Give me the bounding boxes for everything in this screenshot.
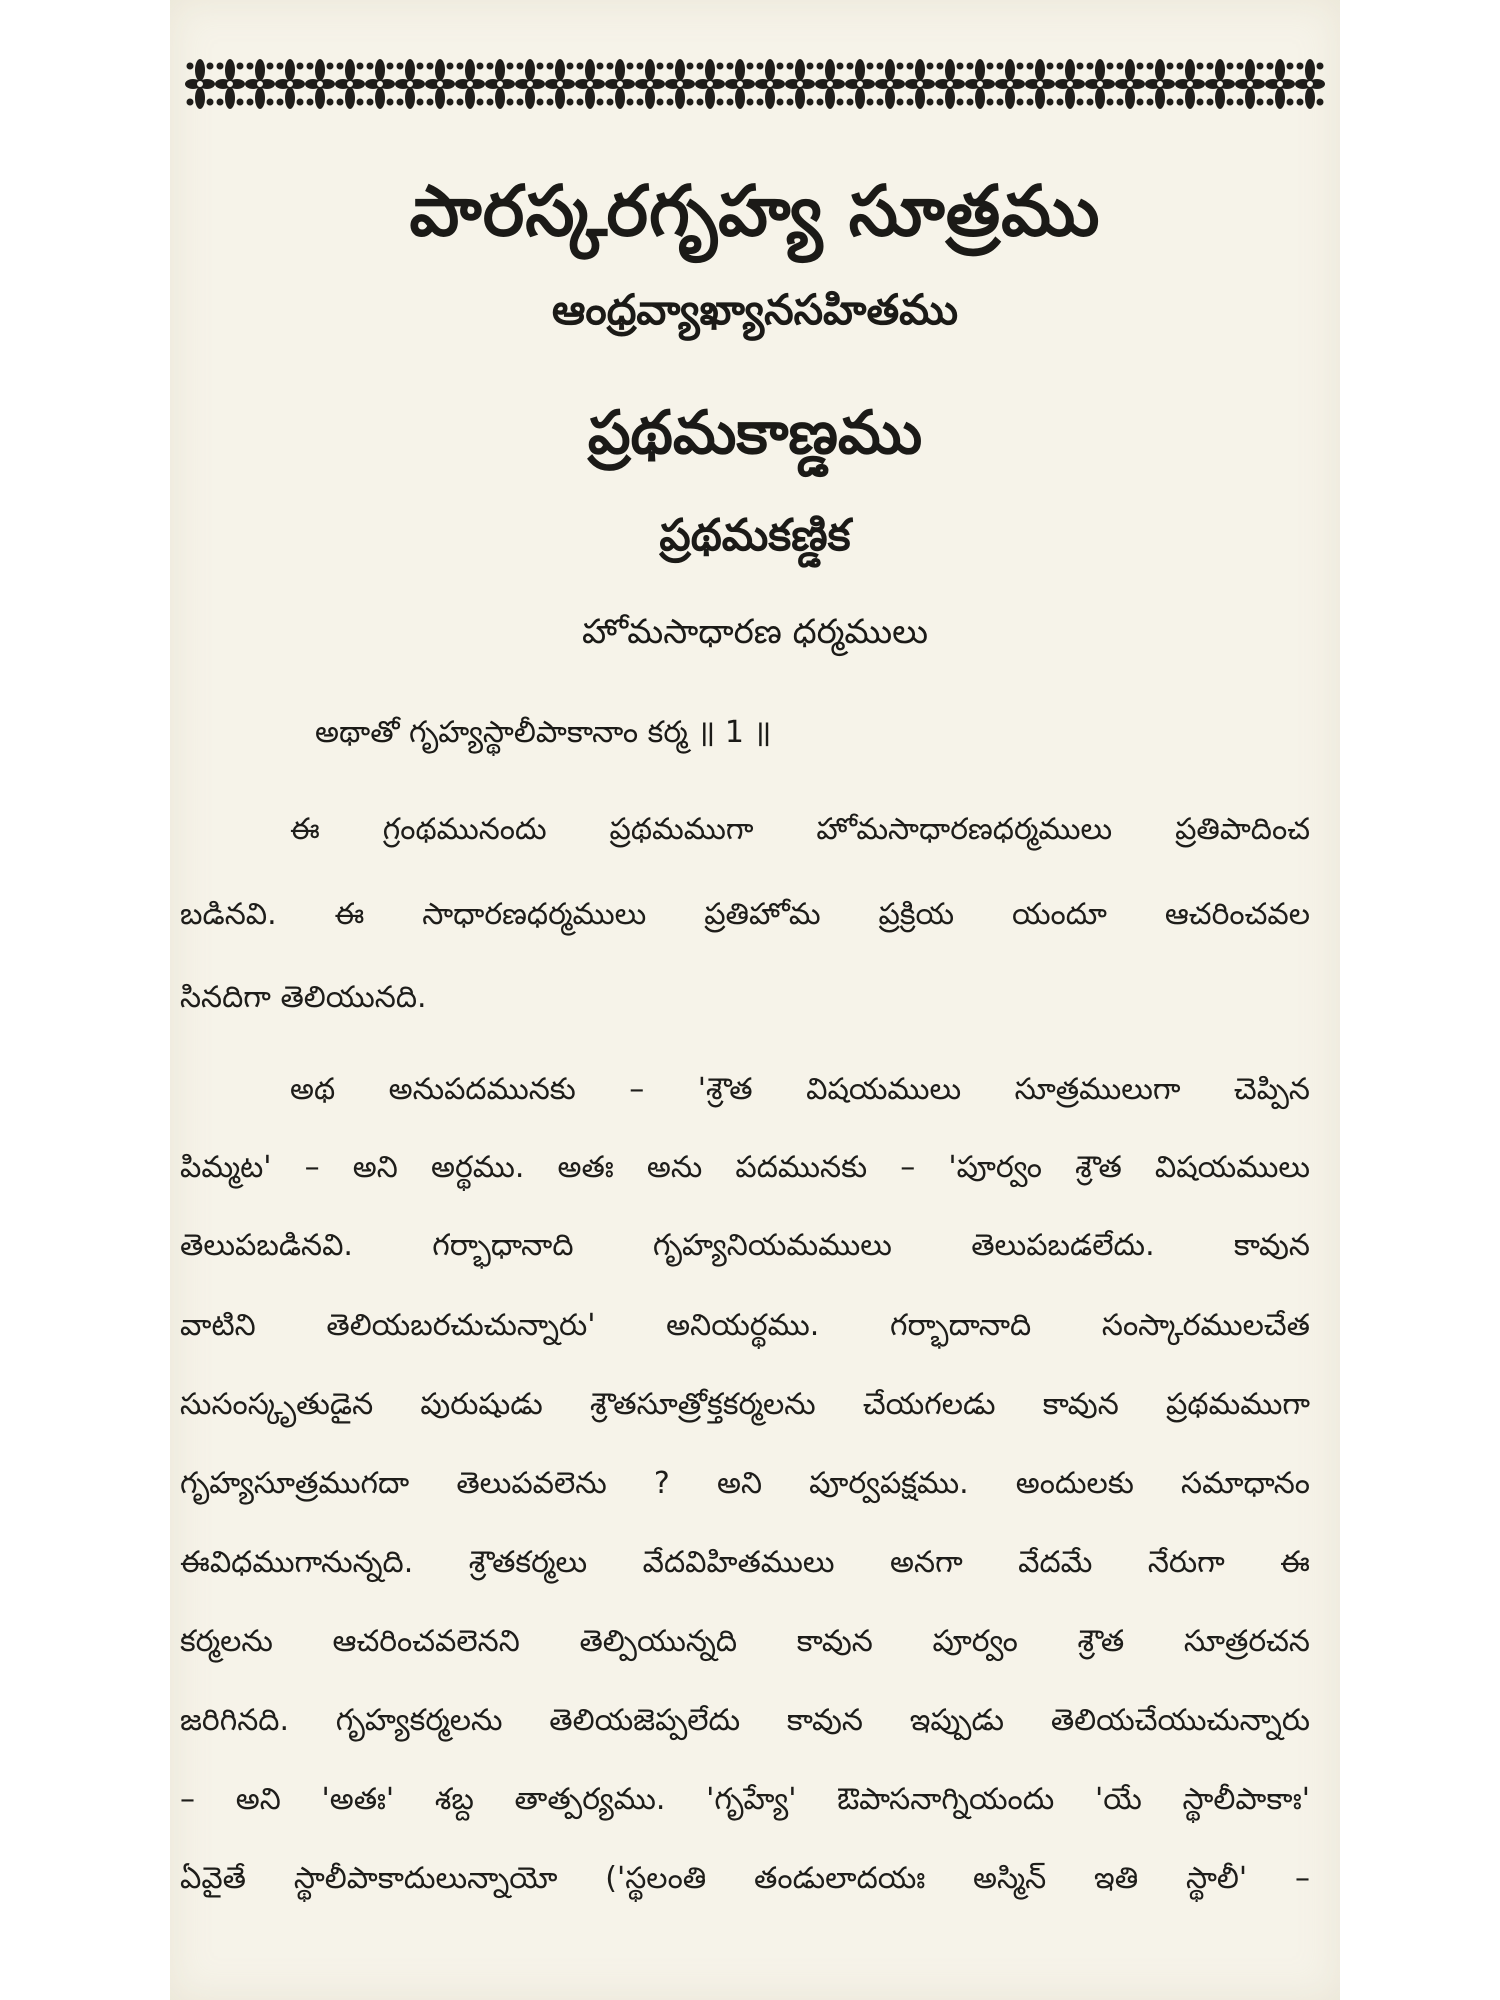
sutra-verse: అథాతో గృహ్యస్థాలీపాకానాం కర్మ ॥ 1 ॥ <box>315 715 772 750</box>
floral-motif <box>305 59 335 109</box>
floral-motif <box>425 59 455 109</box>
floral-motif <box>395 59 425 109</box>
floral-motif <box>1175 59 1205 109</box>
floral-motif <box>455 59 485 109</box>
floral-motif <box>725 59 755 109</box>
floral-motif <box>1265 59 1295 109</box>
paragraph-1-line-3: సినదిగా తెలియునది. <box>180 980 427 1015</box>
floral-motif <box>605 59 635 109</box>
floral-motif <box>635 59 665 109</box>
floral-motif <box>1055 59 1085 109</box>
floral-motif <box>215 59 245 109</box>
floral-motif <box>965 59 995 109</box>
paragraph-2-line-10: – అని 'అతః' శబ్ద తాత్పర్యము. 'గృహ్యే' ఔపాసనాగ్నియందు 'యే స్థాలీపాకాః' <box>180 1782 1310 1817</box>
floral-motif <box>185 59 215 109</box>
floral-motif <box>335 59 365 109</box>
floral-motif <box>1085 59 1115 109</box>
paragraph-2-line-3: తెలుపబడినవి. గర్భాధానాది గృహ్యనియమములు తెలుపబడలేదు. కావున <box>180 1228 1310 1263</box>
floral-motif <box>785 59 815 109</box>
paragraph-2-line-1: అథ అనుపదమునకు – 'శ్రౌత విషయములు సూత్రములుగా చెప్పిన <box>290 1072 1310 1107</box>
paragraph-2-line-11: ఏవైతే స్థాలీపాకాదులున్నాయో ('స్థలంతి తండులాదయః అస్మిన్ ఇతి స్థాలీ' – <box>180 1861 1310 1896</box>
book-page <box>170 0 1340 2000</box>
floral-motif <box>245 59 275 109</box>
floral-motif <box>1205 59 1235 109</box>
floral-motif <box>665 59 695 109</box>
floral-motif <box>575 59 605 109</box>
floral-motif <box>365 59 395 109</box>
book-title: పారస్కరగృహ్య సూత్రము <box>409 170 1101 252</box>
floral-motif <box>1115 59 1145 109</box>
paragraph-1-line-1: ఈ గ్రంథమునందు ప్రథమముగా హోమసాధారణధర్మములు ప్రతిపాదించ <box>290 812 1310 847</box>
topic-heading: హోమసాధారణ ధర్మములు <box>582 612 928 652</box>
paragraph-2-line-6: గృహ్యసూత్రముగదా తెలుపవలెను ? అని పూర్వపక్షము. అందులకు సమాధానం <box>180 1466 1310 1501</box>
kandika-heading: ప్రథమకణ్డిక <box>659 510 851 561</box>
floral-motif <box>545 59 575 109</box>
paragraph-2-line-4: వాటిని తెలియబరచుచున్నారు' అనియర్థము. గర్భాదానాది సంస్కారములచేత <box>180 1308 1310 1343</box>
paragraph-2-line-8: కర్మలను ఆచరించవలెనని తెల్పియున్నది కావున పూర్వం శ్రౌత సూత్రరచన <box>180 1624 1310 1659</box>
floral-motif <box>995 59 1025 109</box>
book-subtitle: ఆంధ్రవ్యాఖ్యానసహితము <box>551 285 959 334</box>
floral-motif <box>935 59 965 109</box>
floral-motif <box>905 59 935 109</box>
floral-motif <box>515 59 545 109</box>
kanda-heading: ప్రథమకాణ్డము <box>587 398 923 468</box>
floral-motif <box>695 59 725 109</box>
decorative-floral-border <box>185 48 1325 120</box>
floral-motif <box>485 59 515 109</box>
paragraph-2-line-5: సుసంస్కృతుడైన పురుషుడు శ్రౌతసూత్రోక్తకర్మలను చేయగలడు కావున ప్రథమముగా <box>180 1387 1310 1422</box>
floral-motif <box>845 59 875 109</box>
floral-motif <box>875 59 905 109</box>
paragraph-2-line-9: జరిగినది. గృహ్యకర్మలను తెలియజెప్పలేదు కావున ఇప్పుడు తెలియచేయుచున్నారు <box>180 1703 1310 1738</box>
floral-motif <box>1235 59 1265 109</box>
paragraph-2-line-7: ఈవిధముగానున్నది. శ్రౌతకర్మలు వేదవిహితములు అనగా వేదమే నేరుగా ఈ <box>180 1545 1310 1580</box>
floral-motif <box>1295 59 1325 109</box>
floral-motif <box>275 59 305 109</box>
paragraph-1-line-2: బడినవి. ఈ సాధారణధర్మములు ప్రతిహోమ ప్రక్రియ యందూ ఆచరించవల <box>180 897 1310 932</box>
floral-motif <box>1025 59 1055 109</box>
floral-motif <box>815 59 845 109</box>
floral-motif <box>1145 59 1175 109</box>
paragraph-2-line-2: పిమ్మట' – అని అర్థము. అతః అను పదమునకు – 'పూర్వం శ్రౌత విషయములు <box>180 1150 1310 1185</box>
floral-motif <box>755 59 785 109</box>
